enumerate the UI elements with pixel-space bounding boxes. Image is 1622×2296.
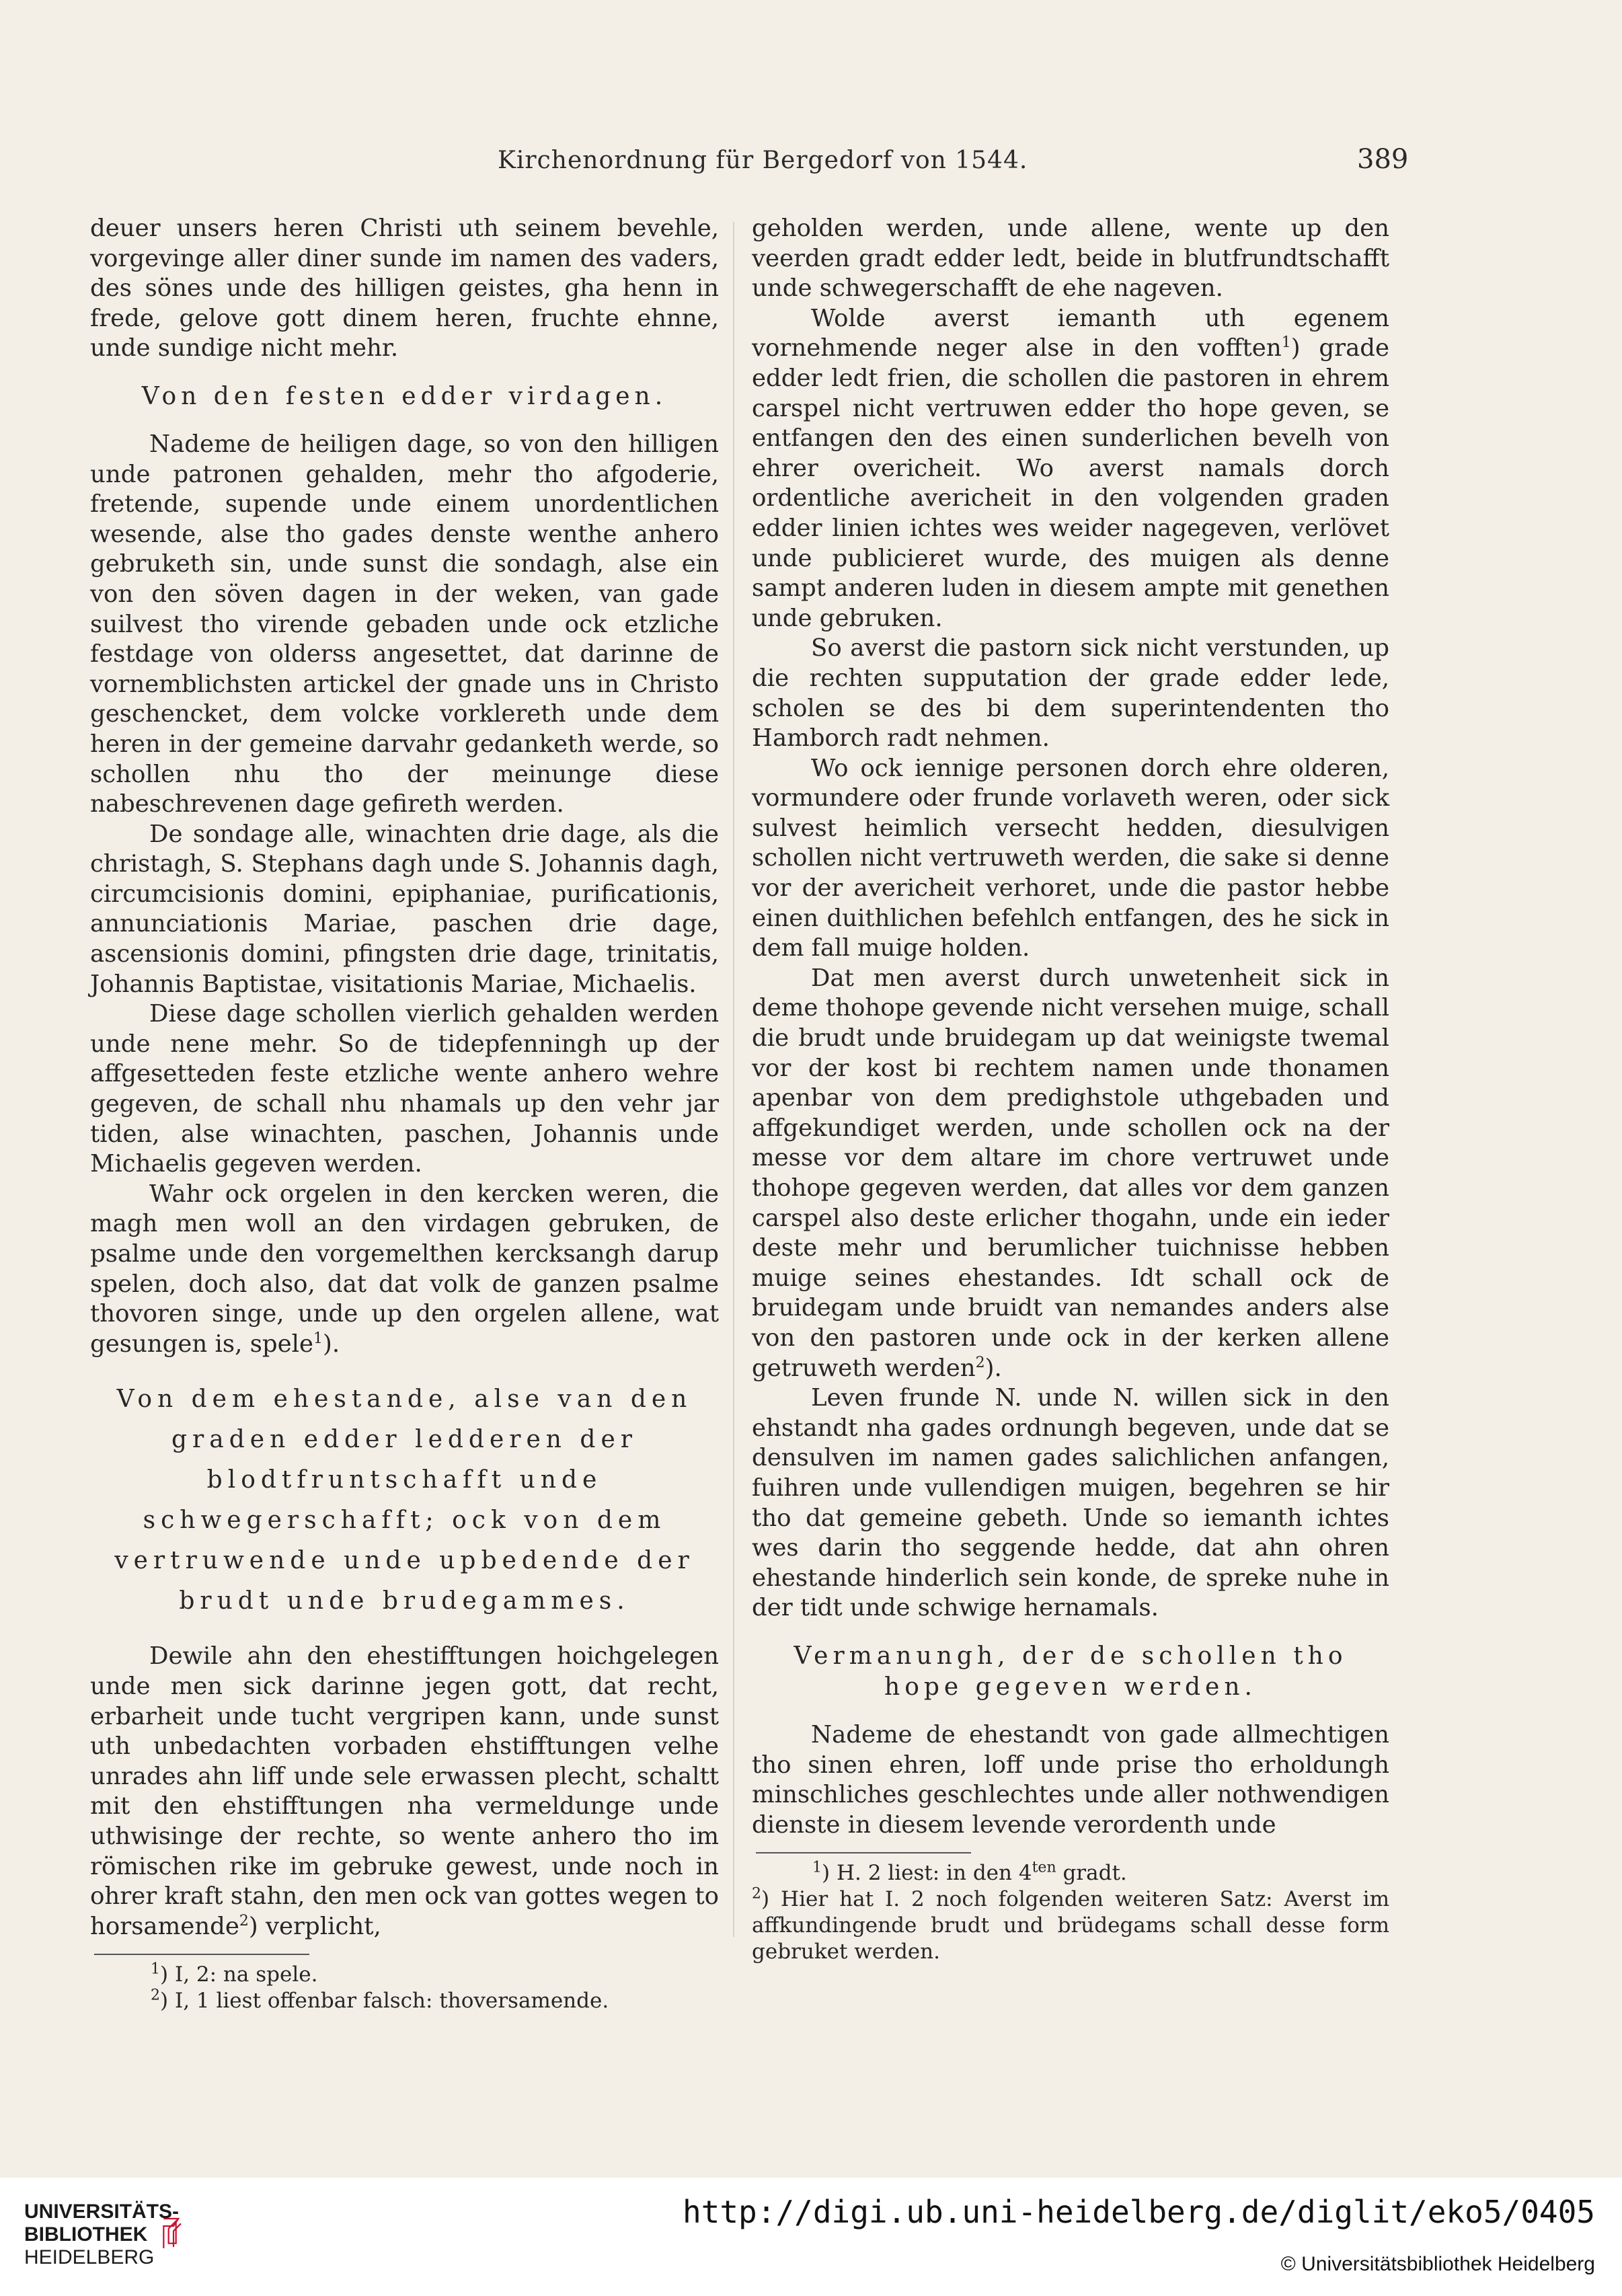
- left-paragraph-5-text: Wahr ock orgelen in den kercken weren, die magh men woll an den virdagen gebruken, de psalme unde den vorgemelthen kercksangh darup spelen, doch also, dat dat volk de ganzen psalme thovoren singe, unde up den orgelen allene, wat gesungen is, spele: [90, 1180, 719, 1358]
- footnote-superscript: ten: [1032, 1859, 1056, 1876]
- section-heading-ehestande: Von dem ehestande, alse van den graden edder ledderen der blodtfruntschafft unde schwegerschafft; ock von dem vertruwende unde upbedende der brudt unde brudegammes.: [114, 1385, 695, 1615]
- footnote-mark: 1: [812, 1859, 822, 1876]
- left-paragraph-1: deuer unsers heren Christi uth seinem bevehle, vorgevinge aller diner sunde im namen des vaders, des sönes unde des hilligen geistes, gha henn in frede, gelove gott dinem heren, fruchte ehnne, unde sundige nicht mehr.: [90, 215, 719, 362]
- left-paragraph-6-text: Dewile ahn den ehestifftungen hoichgelegen unde men sick darinne jegen gott, dat recht, erbarheit unde tucht vergripen kann, unde sunst uth unbedachten vorbaden ehstifftungen velhe unrades ahn liff unde sele erwassen plecht, schaltt mit den ehstifftungen nha vermeldunge unde uthwisinge der rechte, so wente anhero tho im römischen rike im gebruke gewest, unde noch in ohrer kraft stahn, den men ock van gottes wegen to horsamende: [90, 1642, 719, 1940]
- footnote-text: ) I, 2: na spele.: [160, 1962, 318, 1987]
- right-paragraph-2-a: Wolde averst iemanth uth egenem vornehmende neger alse in den vofften: [752, 304, 1389, 362]
- footnote-marker: 1: [1281, 334, 1291, 352]
- footnote-rule: [94, 1954, 309, 1955]
- left-paragraph-2: Nademe de heiligen dage, so von den hilligen unde patronen gehalden, mehr tho afgoderie, fretende, supende unde einem unordentlichen wesende, alse tho gades denste wenthe anhero gebruketh sin, unde sunst die sondagh, alse ein von den söven dagen in der weken, van gade suilvest tho virende gebaden unde ock etzliche festdage von olderss angesettet, dat darinne de vornemblichsten artickel der gnade uns in Christo geschencket, dem volcke vorklereth unde dem heren in der gemeine darvahr gedanketh werde, so schollen nhu tho der meinunge diese nabeschrevenen dage gefireth werden.: [90, 430, 719, 818]
- left-column: [90, 214, 719, 2014]
- footnote-left-2: [90, 1988, 719, 2014]
- right-paragraph-3: So averst die pastorn sick nicht verstunden, up die rechten supputation der grade edder lede, scholen se des bi dem superintendenten tho Hamborch radt nehmen.: [752, 634, 1389, 753]
- left-paragraph-6-end: ) verplicht,: [248, 1912, 381, 1940]
- footnote-mark: 2: [752, 1885, 761, 1903]
- column-divider: [733, 222, 734, 1937]
- footnote-right-2: [752, 1886, 1389, 1965]
- right-paragraph-5: [752, 964, 1389, 1383]
- right-paragraph-2-b: ) grade edder ledt frien, die schollen die pastoren in ehrem carspel nicht vertruwen edder tho hope geven, se entfangen den des einen sunderlichen bevelh von ehrer overicheit. Wo averst namals dorch ordentliche avericheit in den volgenden graden edder linien ichtes wes weider nagegeven, verlövet unde publicieret wurde, des muigen als denne sampt anderen luden in diesem ampte mit genethen unde gebruken.: [752, 334, 1390, 632]
- footnote-text-end: gradt.: [1056, 1861, 1127, 1886]
- footnote-marker: 1: [313, 1330, 323, 1347]
- right-paragraph-1: geholden werden, unde allene, wente up den veerden gradt edder ledt, beide in blutfrundtschafft unde schwegerschafft de ehe nageven.: [752, 215, 1389, 303]
- copyright-notice: © Universitätsbibliothek Heidelberg: [1280, 2253, 1595, 2275]
- section-heading-festen: Von den festen edder virdagen.: [141, 382, 668, 410]
- footnote-left-1: [90, 1962, 719, 1988]
- running-head: Kirchenordnung für Bergedorf von 1544.: [498, 147, 1028, 174]
- permalink-url[interactable]: http://digi.ub.uni-heidelberg.de/diglit/eko5/0405: [682, 2194, 1595, 2230]
- right-paragraph-4: Wo ock iennige personen dorch ehre olderen, vormundere oder frunde vorlaveth weren, oder sick sulvest heimlich versecht hedden, diesulvigen schollen nicht vertruweth werden, die sake si denne vor der avericheit verhoret, unde die pastor hebbe einen duithlichen befehlch entfangen, des he sick in dem fall muige holden.: [752, 754, 1389, 962]
- logo-line-3: HEIDELBERG: [24, 2246, 155, 2268]
- left-paragraph-3: De sondage alle, winachten drie dage, als die christagh, S. Stephans dagh unde S. Johannis dagh, circumcisionis domini, epiphaniae, purificationis, annunciationis Mariae, paschen drie dage, ascensionis domini, pfingsten drie dage, trinitatis, Johannis Baptistae, visitationis Mariae, Michaelis.: [90, 820, 719, 998]
- left-paragraph-4: Diese dage schollen vierlich gehalden werden unde nene mehr. So de tidepfenningh up der affgesetteden feste etzliche wente anhero wehre gegeven, de schall nhu nhamals up den vehr jar tiden, alse winachten, paschen, Johannis unde Michaelis gegeven werden.: [90, 1000, 719, 1178]
- footnote-marker: 2: [975, 1354, 985, 1371]
- footnote-mark: 1: [151, 1960, 160, 1978]
- footnote-text: ) I, 1 liest offenbar falsch: thoversamende.: [160, 1989, 609, 2014]
- right-paragraph-5-text: Dat men averst durch unwetenheit sick in deme thohope gevende nicht versehen muige, schall die brudt unde bruidegam up dat weinigste twemal vor der kost bi rechtem namen unde thonamen apenbar von dem predighstole uthgebaden und affgekundiget werden, unde schollen ock na der messe vor dem altare im chore vertruwet unde thohope gegeven werden, dat alles vor dem ganzen carspel also deste erlicher thogahn, unde ein ieder deste mehr und berumlicher tuichnisse hebben muige seines ehestandes. Idt schall ock de bruidegam unde bruidt van nemandes anders alse von den pastoren unde ock in der kerken allene getruweth werden: [752, 964, 1389, 1382]
- footnote-mark: 2: [151, 1987, 160, 2004]
- page-number: 389: [1357, 144, 1409, 175]
- footnote-text: ) Hier hat I. 2 noch folgenden weiteren Satz: Averst im affkundingende brudt und brüdegams schall desse form gebruket werden.: [752, 1887, 1389, 1964]
- footnote-rule: [756, 1852, 971, 1853]
- right-paragraph-6: Leven frunde N. unde N. willen sick in den ehstandt nha gades ordnungh begeven, unde dat se densulven im namen gades salichlichen anfangen, fuihren unde vullendigen muigen, begehren se hir tho dat gemeine gebeth. Unde so iemanth ichtes wes darin tho seggende hedde, dat ahn ohren ehestande hinderlich sein konde, de spreke nuhe in der tidt unde schwige hernamals.: [752, 1384, 1389, 1622]
- right-column: [752, 214, 1389, 1965]
- logo-line-2: BIBLIOTHEK: [24, 2223, 148, 2246]
- footnote-right-1: [752, 1860, 1389, 1886]
- footnote-marker: 2: [239, 1912, 249, 1929]
- logo-line-1: UNIVERSITÄTS-: [24, 2201, 180, 2223]
- footnote-text: ) H. 2 liest: in den 4: [822, 1861, 1032, 1886]
- right-paragraph-5-end: ).: [984, 1354, 1002, 1382]
- section-heading-vermanungh: Vermanungh, der de schollen tho hope gegeven werden.: [794, 1642, 1348, 1701]
- left-paragraph-5-end: ).: [323, 1330, 340, 1358]
- left-paragraph-6: [90, 1642, 719, 1942]
- right-paragraph-2: [752, 304, 1389, 634]
- right-paragraph-7: Nademe de ehestandt von gade allmechtigen tho sinen ehren, loff unde prise tho erholdungh minschliches geschlechtes unde aller nothwendigen dienste in diesem levende verordenth unde: [752, 1720, 1389, 1839]
- left-paragraph-5: [90, 1180, 719, 1360]
- library-logo-text: [24, 2201, 179, 2269]
